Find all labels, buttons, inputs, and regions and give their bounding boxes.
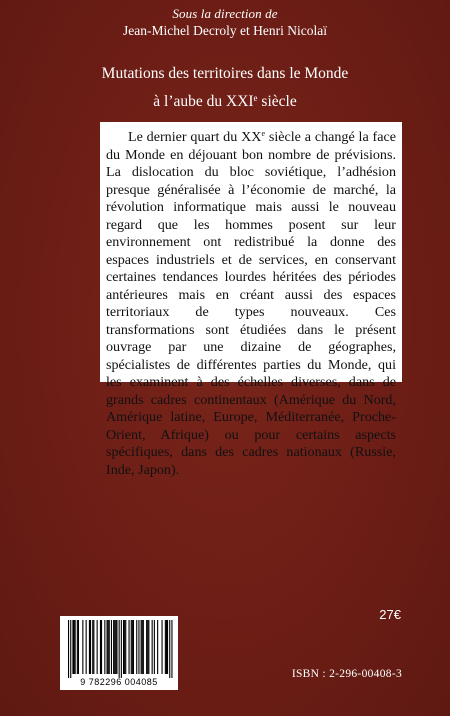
price: 27€ — [379, 607, 401, 622]
barcode-bars — [60, 616, 178, 678]
barcode-bar — [90, 620, 91, 674]
barcode-bar — [131, 620, 132, 674]
barcode-bar — [166, 620, 167, 674]
summary-box — [100, 122, 402, 478]
barcode-bar — [136, 620, 137, 674]
barcode-bar — [68, 620, 69, 678]
barcode-bar — [86, 620, 87, 674]
barcode-bar — [75, 620, 76, 674]
barcode-bar — [104, 620, 105, 674]
title-line-2-end: siècle — [257, 93, 297, 110]
barcode-bar — [157, 620, 158, 674]
summary-superscript: e — [261, 129, 266, 138]
barcode-bar — [142, 620, 143, 674]
barcode-bar — [123, 620, 124, 674]
barcode-bar — [138, 620, 139, 674]
barcode-bar — [111, 620, 112, 674]
barcode-bar — [93, 620, 94, 674]
barcode-digits: 9 782296 004085 — [80, 677, 158, 687]
book-title — [0, 62, 450, 114]
title-line-2 — [0, 86, 450, 114]
barcode-bar — [124, 620, 125, 674]
barcode-bar — [97, 620, 98, 674]
title-line-1: Mutations des territoires dans le Monde — [101, 65, 349, 82]
barcode-bar — [148, 620, 149, 674]
summary-body: siècle a changé la face du Monde en déjouant bon nombre de prévisions. La dislocation du bloc soviétique, l’adhésion presque généralisée à l’économie de marché, la révolution informatique mais aussi le nouveau regard que les hommes posent sur leur environnement ont redistribué la donne des espaces industriels et de services, en conservant certaines tendances lourdes héritées des périodes antérieures mais en créant aussi des espaces territoriaux de types nouveaux. Ces transformations sont étudiées dans le présent ouvrage par une dizaine de géographes, spécialistes de différentes parties du Monde, qui les examinent à des échelles diverses, dans de grands cadres continentaux (Amérique du Nord, Amérique latine, Europe, Méditerranée, Proche-Orient, Afrique) ou pour certains aspects spécifiques, dans des cadres nationaux (Russie, Inde, Japon). — [106, 129, 397, 478]
barcode-bar — [72, 620, 73, 674]
isbn: ISBN : 2-296-00408-3 — [291, 668, 402, 680]
barcode-bar — [162, 620, 163, 674]
barcode-bar — [116, 620, 117, 674]
barcode-bar — [152, 620, 153, 674]
barcode-bar — [147, 620, 148, 674]
barcode-bar — [92, 620, 93, 674]
summary-text — [106, 129, 396, 479]
barcode-bar — [108, 620, 109, 674]
barcode-bar — [100, 620, 101, 674]
summary-start: Le dernier quart du XX — [128, 129, 262, 145]
title-superscript: e — [253, 93, 258, 103]
editor-names: Jean-Michel Decroly et Henri Nicolaï — [123, 23, 327, 38]
barcode-bar — [78, 620, 79, 674]
barcode-bar — [146, 620, 147, 674]
barcode-bar — [113, 620, 114, 674]
barcode-bar — [101, 620, 102, 674]
barcode-bar — [154, 620, 155, 674]
barcode-bar — [119, 620, 120, 678]
barcode — [60, 616, 178, 690]
barcode-bar — [171, 620, 172, 678]
barcode-bar — [107, 620, 108, 674]
barcode-bar — [167, 620, 168, 674]
barcode-bar — [109, 620, 110, 674]
barcode-bar — [125, 620, 126, 674]
barcode-bar — [133, 620, 134, 674]
editor-intro: Sous la direction de — [172, 6, 278, 21]
barcode-bar — [165, 620, 166, 674]
barcode-bar — [70, 620, 71, 678]
barcode-bar — [143, 620, 144, 674]
barcode-bar — [132, 620, 133, 674]
barcode-bar — [115, 620, 116, 674]
barcode-bar — [77, 620, 78, 674]
barcode-bar — [74, 620, 75, 674]
barcode-bar — [114, 620, 115, 674]
barcode-bar — [129, 620, 130, 674]
barcode-bar — [89, 620, 90, 674]
barcode-bar — [82, 620, 83, 674]
barcode-bar — [141, 620, 142, 674]
barcode-bar — [121, 620, 122, 678]
title-line-2-start: à l’aube du XXI — [153, 93, 254, 110]
barcode-bar — [169, 620, 170, 678]
